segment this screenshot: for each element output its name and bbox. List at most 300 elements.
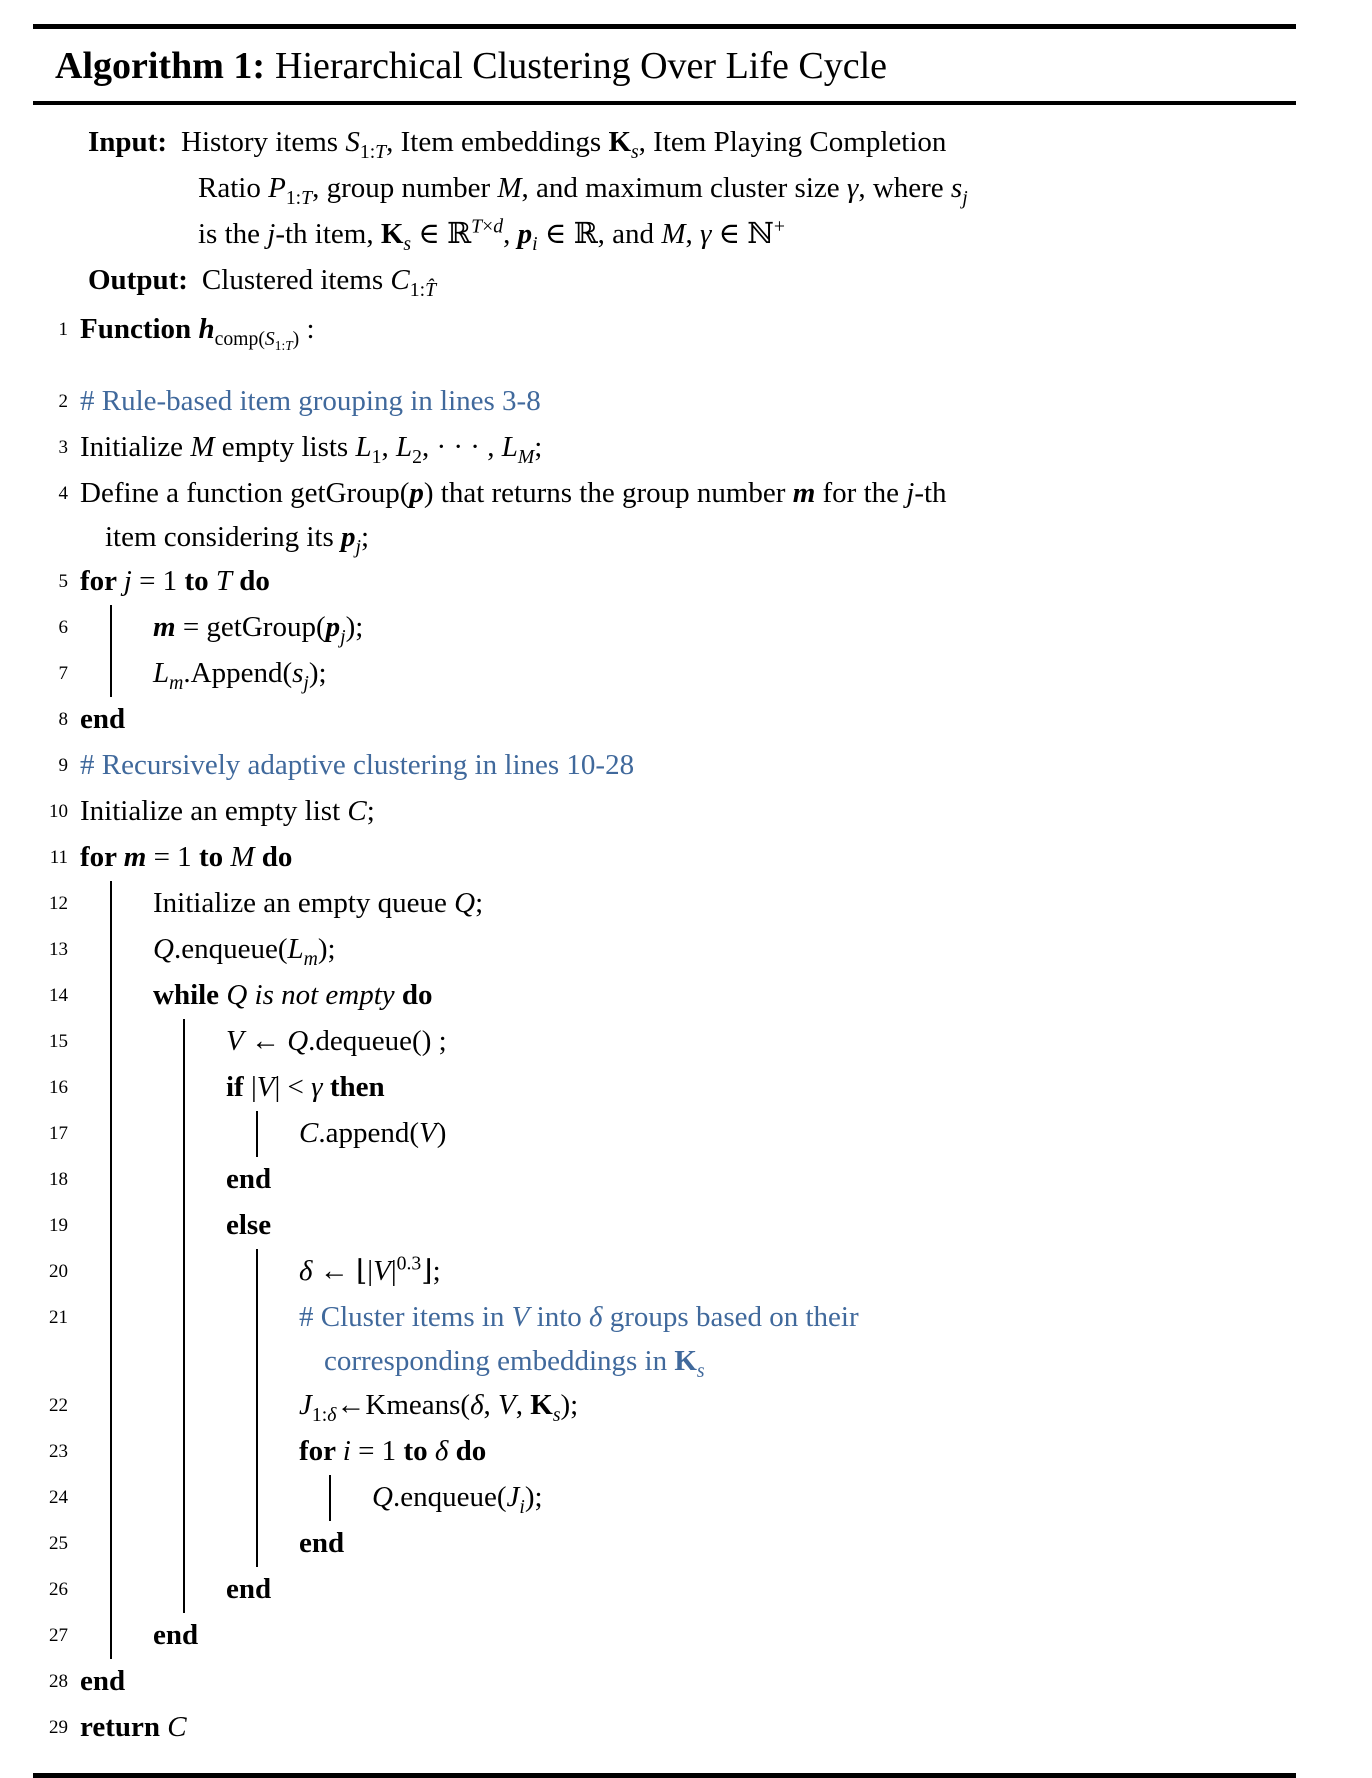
indent-guides: [80, 1567, 226, 1613]
indent-guide-bar: [80, 1111, 153, 1157]
indent-guide-bar: [80, 605, 153, 651]
text-segment: M: [230, 841, 255, 873]
text-segment: m: [123, 841, 147, 873]
math-subscript: [286, 187, 312, 209]
indent-guides: [80, 1613, 153, 1659]
indent-guides: [80, 1019, 226, 1065]
text-segment: j: [962, 186, 968, 209]
indent-guide-bar: [80, 1429, 153, 1475]
text-segment: γ: [311, 1071, 323, 1103]
text-segment: ;: [360, 521, 370, 553]
text-segment: j: [267, 218, 276, 250]
indent-guide-bar: [80, 973, 153, 1019]
text-segment: V: [256, 1071, 275, 1103]
text-segment: ×: [482, 215, 494, 238]
line-number: 1: [58, 319, 68, 340]
code-line-7: [33, 651, 1296, 697]
text-segment: :: [299, 313, 315, 345]
text-segment: M: [517, 445, 535, 468]
indent-guide-bar: [226, 1429, 299, 1475]
text-segment: δ: [434, 1435, 449, 1467]
text-segment: S: [264, 327, 275, 350]
text-segment: );: [317, 933, 336, 965]
text-segment: p: [325, 611, 341, 643]
code-line-19: [33, 1203, 1296, 1249]
text-segment: K: [674, 1345, 697, 1377]
indent-guide-bar: [153, 1065, 226, 1111]
text-segment: Q: [372, 1481, 393, 1513]
indent-guide-bar: [80, 881, 153, 927]
text-segment: ∈ ℕ: [711, 218, 774, 250]
text-segment: j: [906, 477, 915, 509]
text-segment: | <: [274, 1071, 312, 1103]
text-segment: ,: [515, 1389, 531, 1421]
math-subscript: [697, 1360, 705, 1382]
indent-guides: [80, 1111, 299, 1157]
code-line-13: [33, 927, 1296, 973]
code-text: [80, 835, 1296, 881]
code-text: [80, 743, 1296, 789]
text-segment: , Item embeddings: [386, 126, 609, 158]
text-segment: -th: [914, 477, 947, 509]
text-segment: ): [292, 327, 300, 350]
indent-guide-bar: [80, 651, 153, 697]
text-segment: V: [419, 1117, 437, 1149]
text-segment: P: [268, 172, 286, 204]
indent-guide-bar: [80, 1295, 153, 1383]
line-number: 26: [49, 1579, 68, 1600]
indent-guide-bar: [80, 1157, 153, 1203]
text-segment: ←Kmeans(: [336, 1389, 471, 1421]
text-segment: History items: [181, 126, 346, 158]
code-text: [80, 789, 1296, 835]
text-segment: T: [215, 565, 232, 597]
indent-guide-bar: [80, 1019, 153, 1065]
code-line-23: [33, 1429, 1296, 1475]
text-segment: = getGroup(: [175, 611, 326, 643]
code-line-27: [33, 1613, 1296, 1659]
text-segment: L: [501, 431, 518, 463]
line-number: 3: [58, 437, 68, 458]
code-line-21: [33, 1295, 1296, 1383]
indent-guide-bar: [80, 927, 153, 973]
text-segment: s: [696, 1359, 705, 1382]
text-segment: 1:: [359, 140, 376, 163]
code-text: [372, 1475, 1296, 1521]
code-line-22: [33, 1383, 1296, 1429]
text-segment: V: [511, 1301, 530, 1333]
text-segment: M: [190, 431, 215, 463]
text-segment: V: [373, 1255, 391, 1287]
code-line-16: [33, 1065, 1296, 1111]
indent-guide-bar: [153, 1567, 226, 1613]
text-segment: h: [198, 313, 215, 345]
code-line-20: [33, 1249, 1296, 1295]
indent-guide-bar: [226, 1249, 299, 1295]
text-segment: 1:: [274, 337, 286, 353]
text-segment: Q: [153, 933, 174, 965]
text-segment: end: [299, 1527, 345, 1559]
text-segment: ,: [483, 1389, 499, 1421]
text-segment: into: [529, 1301, 590, 1333]
text-segment: Q: [226, 979, 248, 1011]
text-segment: Ratio: [198, 172, 269, 204]
code-line-9: [33, 743, 1296, 789]
text-segment: γ: [699, 218, 712, 250]
indent-guides: [80, 973, 153, 1019]
line-number: 12: [49, 893, 68, 914]
text-segment: L: [355, 431, 372, 463]
text-segment: p: [517, 218, 533, 250]
indent-guide-bar: [153, 1203, 226, 1249]
indent-guide-bar: [80, 1383, 153, 1429]
algorithm-lines: [33, 307, 1296, 1751]
text-segment: Q: [287, 1025, 309, 1057]
text-segment: groups based on their: [602, 1301, 859, 1333]
text-segment: s: [552, 1403, 561, 1426]
text-segment: K: [530, 1389, 553, 1421]
text-segment: ;: [475, 887, 484, 919]
text-segment: to: [198, 841, 231, 873]
math-subscript: [214, 327, 300, 353]
text-segment: item considering its: [105, 521, 341, 553]
math-subscript: [275, 338, 293, 353]
code-line-18: [33, 1157, 1296, 1203]
code-text: [299, 1429, 1296, 1475]
output-spec: [33, 257, 1296, 303]
indent-guide-bar: [80, 1203, 153, 1249]
text-segment: , Item Playing Completion: [638, 126, 947, 158]
text-segment: .enqueue(: [173, 933, 288, 965]
text-segment: C: [299, 1117, 319, 1149]
line-number: 8: [58, 709, 68, 730]
line-number: 23: [49, 1441, 68, 1462]
indent-guides: [80, 1249, 299, 1295]
line-number: 14: [49, 985, 68, 1006]
text-segment: for: [80, 565, 124, 597]
text-segment: +: [773, 215, 786, 238]
text-segment: C: [347, 795, 367, 827]
text-segment: = 1: [131, 565, 185, 597]
text-segment: end: [226, 1163, 272, 1195]
text-segment: Q: [454, 887, 476, 919]
text-segment: s: [403, 232, 412, 255]
text-segment: , and maximum cluster size: [521, 172, 847, 204]
code-line-14: [33, 973, 1296, 1019]
text-segment: C: [390, 264, 410, 296]
text-segment: i: [519, 1495, 525, 1518]
text-segment: 1: [371, 445, 382, 468]
text-segment: .append(: [318, 1117, 419, 1149]
text-segment: , group number: [312, 172, 498, 204]
line-number: 17: [49, 1123, 68, 1144]
text-segment: K: [380, 218, 404, 250]
indent-guide-bar: [80, 1249, 153, 1295]
line-number: 25: [49, 1533, 68, 1554]
input-spec-label: Input:: [88, 126, 167, 158]
code-text: [153, 927, 1296, 973]
io-section: [33, 105, 1296, 307]
line-number: 15: [49, 1031, 68, 1052]
text-segment: corresponding embeddings in: [324, 1345, 675, 1377]
code-text: [153, 973, 1296, 1019]
indent-guides: [80, 1157, 226, 1203]
code-text: [80, 307, 1296, 353]
text-segment: s: [631, 140, 639, 163]
line-number: 4: [58, 483, 68, 504]
text-segment: m: [169, 671, 184, 694]
math-supscript: [397, 1252, 422, 1274]
text-segment: empty lists: [214, 431, 356, 463]
text-segment: while: [153, 979, 227, 1011]
indent-guides: [80, 1429, 299, 1475]
math-subscript: [518, 446, 534, 468]
text-segment: ,: [503, 218, 518, 250]
line-number: 21: [49, 1307, 68, 1328]
text-segment: m: [303, 947, 318, 970]
text-segment: d: [493, 215, 504, 238]
code-text: [226, 1019, 1296, 1065]
text-segment: |: [250, 1071, 257, 1103]
code-line-29: [33, 1705, 1296, 1751]
text-segment: do: [401, 979, 433, 1011]
text-segment: ) that returns the group number: [423, 477, 793, 509]
text-segment: , · · · ,: [421, 431, 502, 463]
text-segment: V: [226, 1025, 244, 1057]
code-text: [80, 1659, 1296, 1705]
indent-guide-bar: [153, 1475, 226, 1521]
indent-guides: [80, 881, 153, 927]
code-line-11: [33, 835, 1296, 881]
text-segment: K: [608, 126, 631, 158]
indent-guide-bar: [226, 1111, 299, 1157]
text-segment: 2: [412, 445, 422, 468]
code-text: [80, 559, 1296, 605]
math-subscript: [412, 446, 422, 468]
text-segment: δ: [589, 1301, 603, 1333]
text-segment: ⌋;: [421, 1255, 441, 1287]
text-segment: j: [123, 565, 132, 597]
text-segment: ,: [381, 431, 396, 463]
text-segment: |: [390, 1255, 397, 1287]
code-line-4: [33, 471, 1296, 559]
line-number: 6: [58, 617, 68, 638]
code-line-25: [33, 1521, 1296, 1567]
code-text: [80, 697, 1296, 743]
code-text: [153, 881, 1296, 927]
text-segment: ;: [534, 431, 543, 463]
text-segment: C: [167, 1711, 187, 1743]
code-line-2: [33, 379, 1296, 425]
text-segment: p: [341, 521, 356, 553]
text-segment: is not empty: [247, 979, 402, 1011]
code-line-12: [33, 881, 1296, 927]
text-segment: .enqueue(: [392, 1481, 507, 1513]
text-segment: M: [661, 218, 686, 250]
text-segment: # Cluster items in: [299, 1301, 512, 1333]
indent-guides: [80, 1203, 226, 1249]
input-spec: [33, 119, 1296, 257]
indent-guide-bar: [153, 1295, 226, 1383]
indent-guides: [80, 1475, 372, 1521]
text-segment: for: [299, 1435, 343, 1467]
text-segment: m: [792, 477, 816, 509]
text-segment: ←: [243, 1025, 288, 1057]
text-segment: 0.3: [396, 1252, 422, 1275]
text-segment: ;: [366, 795, 375, 827]
indent-guides: [80, 1521, 299, 1567]
text-segment: end: [80, 703, 126, 735]
text-segment: δ: [299, 1255, 313, 1287]
math-subscript: [962, 187, 967, 209]
text-segment: do: [254, 841, 293, 873]
text-segment: end: [153, 1619, 199, 1651]
indent-guides: [80, 605, 153, 651]
indent-guides: [80, 1065, 226, 1111]
code-text: [299, 1295, 1296, 1383]
text-segment: end: [226, 1573, 272, 1605]
code-text: [153, 651, 1296, 697]
text-segment: δ: [470, 1389, 484, 1421]
text-segment: ∈ ℝ, and: [537, 218, 662, 250]
text-segment: T: [375, 140, 387, 163]
text-segment: else: [226, 1209, 272, 1241]
code-text: [153, 1613, 1296, 1659]
text-segment: M: [497, 172, 522, 204]
code-text: [299, 1383, 1296, 1429]
line-number: 18: [49, 1169, 68, 1190]
math-subscript: [360, 141, 386, 163]
line-number: 13: [49, 939, 68, 960]
algorithm-box: [33, 24, 1296, 1778]
text-segment: end: [80, 1665, 126, 1697]
text-segment: J: [506, 1481, 520, 1513]
algorithm-label: Algorithm 1:: [55, 45, 266, 87]
code-text: [80, 1705, 1296, 1751]
code-line-15: [33, 1019, 1296, 1065]
code-line-5: [33, 559, 1296, 605]
math-supscript: [471, 215, 503, 237]
text-segment: Define a function getGroup(: [80, 477, 410, 509]
math-subscript: [553, 1404, 561, 1426]
math-subscript: [372, 446, 382, 468]
math-subscript: [304, 948, 318, 970]
indent-guides: [80, 927, 153, 973]
code-line-6: [33, 605, 1296, 651]
code-text: [80, 425, 1296, 471]
code-text: [226, 1203, 1296, 1249]
math-subscript: [403, 233, 411, 255]
text-segment: ,: [685, 218, 700, 250]
text-segment: , where: [858, 172, 951, 204]
code-line-10: [33, 789, 1296, 835]
text-segment: Initialize an empty list: [80, 795, 348, 827]
line-number: 11: [49, 847, 68, 868]
line-number: 10: [49, 801, 68, 822]
text-segment: comp(: [214, 327, 265, 350]
code-line-1: [33, 307, 1296, 353]
math-subscript: [410, 279, 436, 301]
text-segment: V: [498, 1389, 516, 1421]
text-segment: -th item,: [275, 218, 381, 250]
text-segment: Initialize: [80, 431, 191, 463]
text-segment: i: [342, 1435, 351, 1467]
text-segment: # Recursively adaptive clustering in lines 10-28: [80, 749, 635, 781]
indent-guides: [80, 1383, 299, 1429]
line-number: 16: [49, 1077, 68, 1098]
bottom-rule: [33, 1773, 1296, 1778]
indent-guide-bar: [153, 1383, 226, 1429]
line-number: 20: [49, 1261, 68, 1282]
math-supscript: [774, 215, 785, 237]
indent-guide-bar: [153, 1157, 226, 1203]
text-segment: for: [80, 841, 124, 873]
line-number: 29: [49, 1717, 68, 1738]
text-segment: Function: [80, 313, 199, 345]
text-segment: 1:: [285, 186, 302, 209]
text-segment: for the: [815, 477, 907, 509]
indent-guide-bar: [226, 1521, 299, 1567]
text-segment: J: [299, 1389, 312, 1421]
indent-guide-bar: [153, 1111, 226, 1157]
text-segment: s: [950, 172, 963, 204]
math-subscript: [312, 1404, 337, 1426]
indent-guide-bar: [80, 1613, 153, 1659]
text-segment: γ: [846, 172, 859, 204]
text-segment: .Append(: [183, 657, 293, 689]
text-segment: );: [345, 611, 364, 643]
text-segment: to: [403, 1435, 435, 1467]
code-text: [299, 1111, 1296, 1157]
text-segment: );: [308, 657, 327, 689]
code-text: [299, 1521, 1296, 1567]
text-segment: i: [532, 232, 538, 255]
text-segment: .dequeue() ;: [308, 1025, 447, 1057]
code-text: [299, 1249, 1296, 1295]
line-number: 7: [58, 663, 68, 684]
text-segment: do: [448, 1435, 487, 1467]
indent-guide-bar: [153, 1249, 226, 1295]
algorithm-title: Hierarchical Clustering Over Life Cycle: [275, 45, 888, 87]
line-number: 24: [49, 1487, 68, 1508]
code-text: [80, 379, 1296, 425]
math-subscript: [631, 141, 639, 163]
code-line-28: [33, 1659, 1296, 1705]
code-text: [226, 1567, 1296, 1613]
indent-guide-bar: [226, 1475, 299, 1521]
text-segment: T: [301, 186, 313, 209]
text-segment: Clustered items: [201, 264, 391, 296]
text-segment: ∈ ℝ: [411, 218, 472, 250]
text-segment: if: [226, 1071, 251, 1103]
indent-guides: [80, 651, 153, 697]
indent-guide-bar: [153, 1429, 226, 1475]
line-number: 22: [49, 1395, 68, 1416]
text-segment: m: [153, 611, 176, 643]
code-line-26: [33, 1567, 1296, 1613]
output-spec-label: Output:: [88, 264, 188, 296]
code-text: [226, 1157, 1296, 1203]
text-segment: to: [184, 565, 216, 597]
code-line-8: [33, 697, 1296, 743]
indent-guide-bar: [226, 1383, 299, 1429]
algorithm-caption: [33, 29, 1296, 101]
text-segment: ): [436, 1117, 447, 1149]
code-line-24: [33, 1475, 1296, 1521]
text-segment: T: [471, 215, 483, 238]
code-text: [226, 1065, 1296, 1111]
text-segment: # Rule-based item grouping in lines 3-8: [80, 385, 541, 417]
